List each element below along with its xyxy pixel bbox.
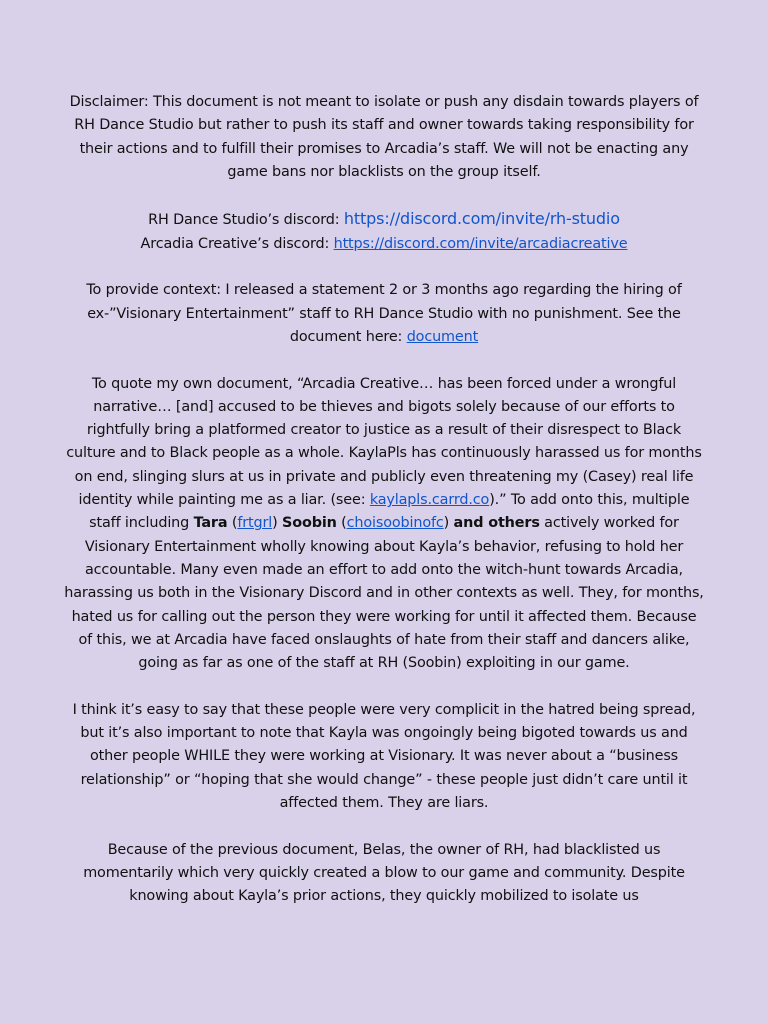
paragraph-gap bbox=[0, 349, 768, 372]
discord-links-paragraph bbox=[64, 207, 704, 256]
quote-text-part3: actively worked for Visionary Entertainment wholly knowing about Kayla’s behavior, refusing to hold her accountable. Many even made an effort to add onto the witch-hunt towards Arcadia, harassing us both in the Visionary Discord and in other contexts as well. They, for months, hated us for calling out the person they were working for until it affected them. Because of this, we at Arcadia have faced onslaughts of hate from their staff and dancers alike, going as far as one of the staff at RH (Soobin) exploiting in our game. bbox=[64, 515, 704, 672]
choisoobinofc-link[interactable]: choisoobinofc bbox=[346, 515, 444, 532]
context-text: To provide context: I released a statement 2 or 3 months ago regarding the hiring of ex-”Visionary Entertainment” staff to RH Dance Studio with no punishment. See the document here: bbox=[86, 282, 682, 345]
rh-discord-line bbox=[64, 207, 704, 232]
frtgrl-link[interactable]: frtgrl bbox=[237, 515, 273, 532]
soobin-name: Soobin bbox=[282, 515, 337, 532]
paragraph-gap bbox=[0, 675, 768, 698]
rh-discord-link[interactable]: https://discord.com/invite/rh-studio bbox=[343, 209, 620, 229]
arcadia-discord-line bbox=[64, 233, 704, 256]
context-paragraph bbox=[64, 279, 704, 349]
previous-document-paragraph: Because of the previous document, Belas, the owner of RH, had blacklisted us momentarily which very quickly created a blow to our game and community. Despite knowing about Kayla’s prior actions, they quickly mobilized to isolate us bbox=[83, 841, 685, 905]
document-link[interactable]: document bbox=[406, 328, 479, 345]
quote-paragraph bbox=[64, 373, 704, 676]
complicit-paragraph: I think it’s easy to say that these people were very complicit in the hatred being spread, but it’s also important to note that Kayla was ongoingly being bigoted towards us and other people WHILE they were working at Visionary. It was never about a “business relationship” or “hoping that she would change” - these people just didn’t care until it affected them. They are liars. bbox=[72, 701, 696, 811]
paragraph-gap bbox=[0, 815, 768, 838]
paren-open: ( bbox=[227, 515, 238, 532]
paren-close: ) bbox=[443, 515, 454, 532]
quote-text-part2: ).” To add onto this, multiple staff including bbox=[89, 492, 690, 532]
arcadia-discord-link[interactable]: https://discord.com/invite/arcadiacreative bbox=[333, 235, 628, 252]
disclaimer-paragraph: Disclaimer: This document is not meant to isolate or push any disdain towards players of RH Dance Studio but rather to push its staff and owner towards taking responsibility for their actions and to fulfill their promises to Arcadia’s staff. We will not be enacting any game bans nor blacklists on the group itself. bbox=[69, 94, 699, 180]
arcadia-discord-label: Arcadia Creative’s discord: bbox=[140, 235, 334, 252]
quote-text-part1: To quote my own document, “Arcadia Creative… has been forced under a wrongful narrative… [and] accused to be thieves and bigots solely because of our efforts to rightfully bring a platformed creator to justice as a result of their disrespect to Black culture and to Black people as a whole. KaylaPls has continuously harassed us for months on end, slinging slurs at us in private and publicly even threatening my (Casey) real life identity while painting me as a liar. (see: bbox=[66, 375, 702, 509]
paren-open: ( bbox=[336, 515, 347, 532]
kaylapls-carrd-link[interactable]: kaylapls.carrd.co bbox=[369, 492, 490, 509]
paragraph-gap bbox=[0, 184, 768, 207]
rh-discord-label: RH Dance Studio’s discord: bbox=[148, 212, 344, 229]
and-others-text: and others bbox=[453, 515, 540, 532]
paren-close: ) bbox=[272, 515, 283, 532]
tara-name: Tara bbox=[193, 515, 228, 532]
paragraph-gap bbox=[0, 256, 768, 279]
